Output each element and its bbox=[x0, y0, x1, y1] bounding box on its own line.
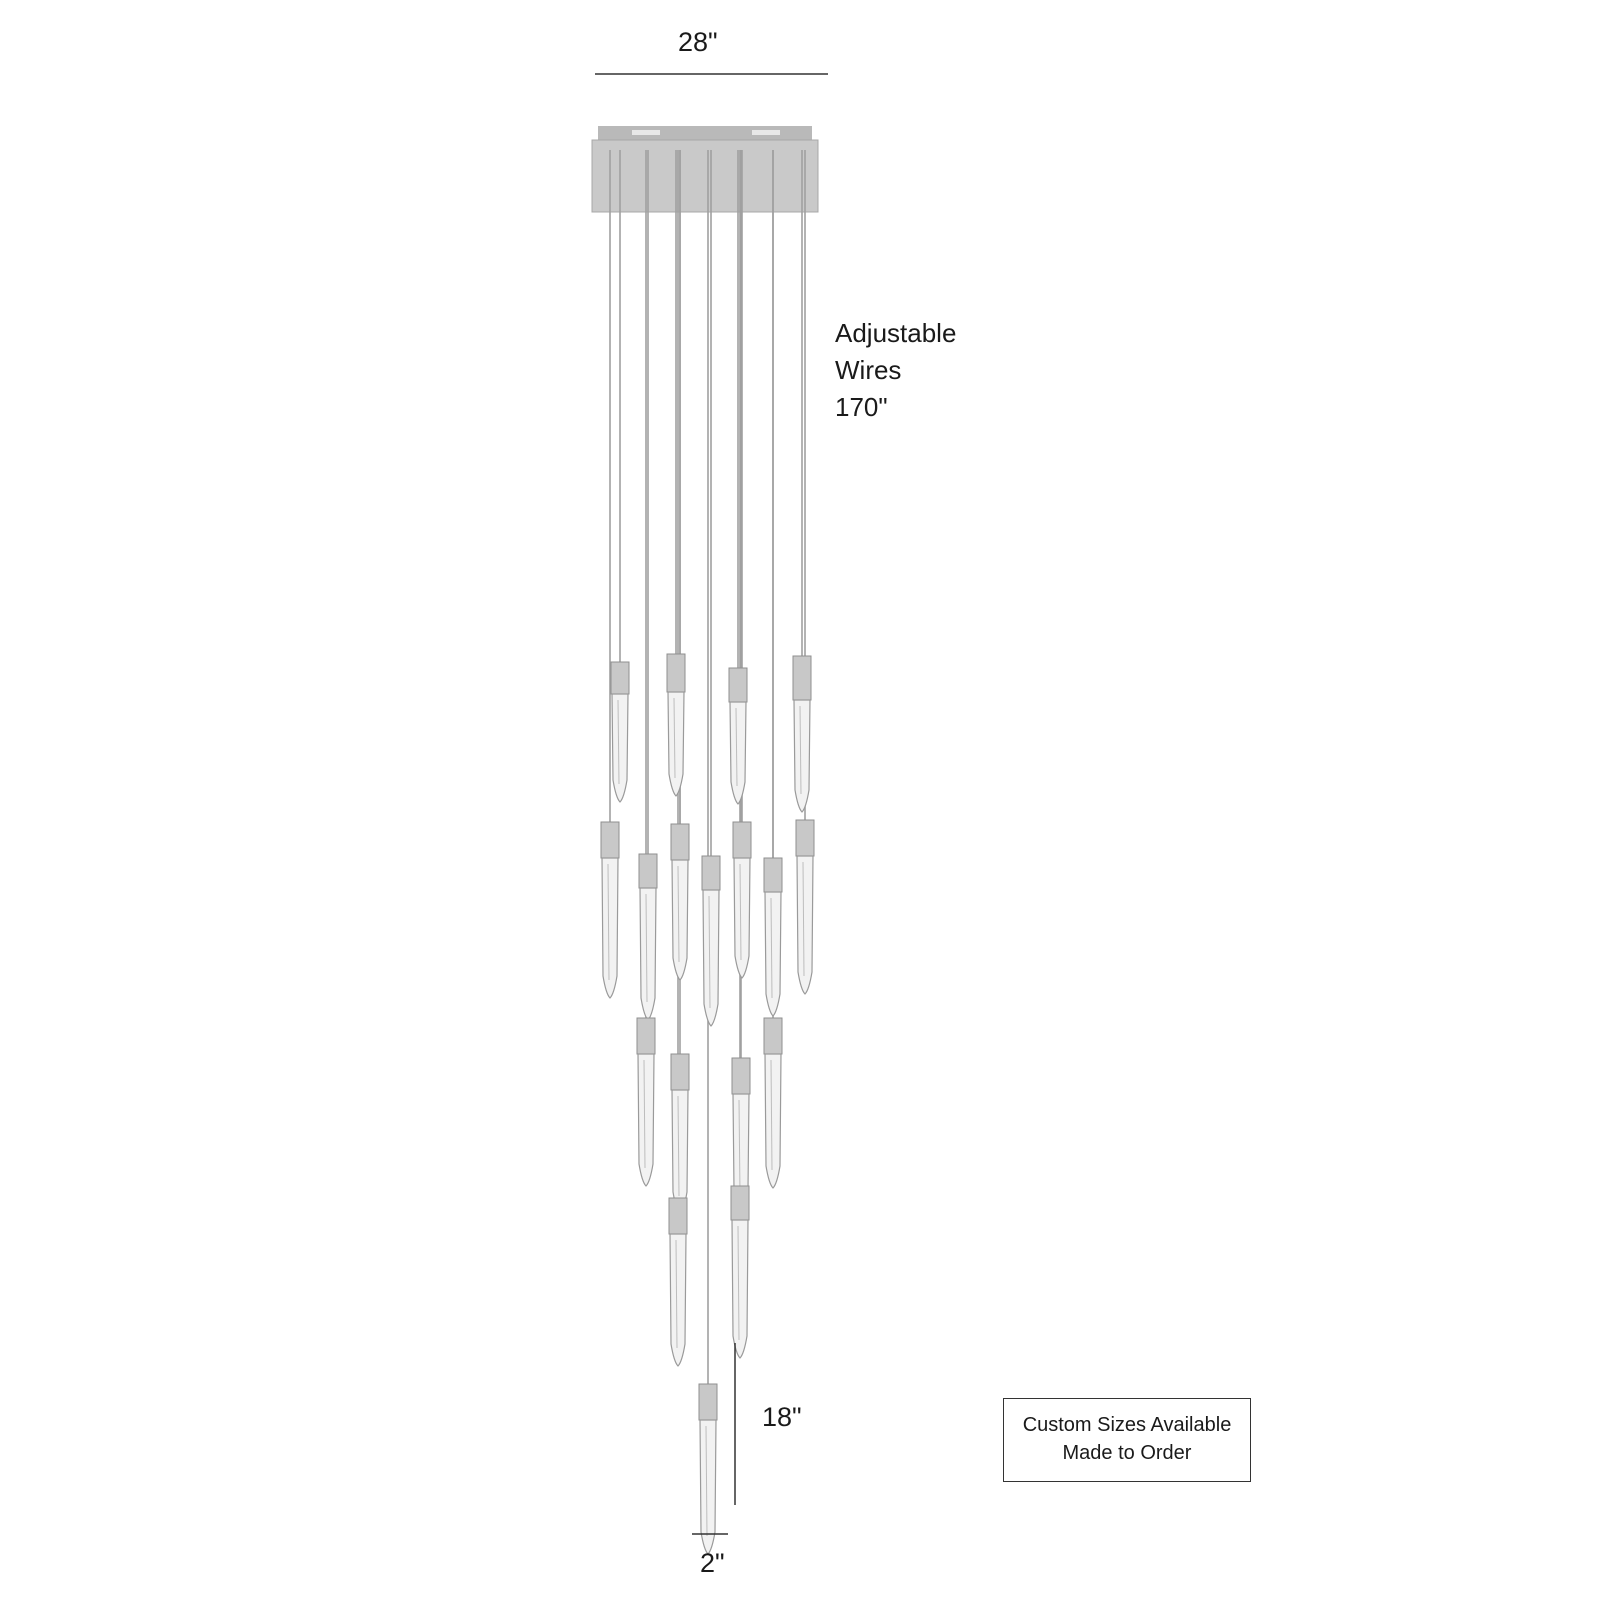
crystal bbox=[640, 888, 656, 1020]
pendant-fitting bbox=[699, 1384, 717, 1420]
pendant-7 bbox=[671, 824, 689, 980]
adjustable-wires-label bbox=[835, 315, 956, 426]
pendant-1 bbox=[611, 662, 629, 802]
crystal bbox=[672, 1090, 688, 1214]
pendant-fitting bbox=[671, 1054, 689, 1090]
pendant-15 bbox=[764, 1018, 782, 1188]
pendant-10 bbox=[764, 858, 782, 1016]
custom-note-line1: Custom Sizes Available bbox=[1022, 1414, 1232, 1436]
pendant-18 bbox=[699, 1384, 717, 1554]
crystal bbox=[730, 702, 746, 804]
crystal bbox=[703, 890, 719, 1026]
pendant-fitting bbox=[764, 1018, 782, 1054]
pendant-fitting bbox=[732, 1058, 750, 1094]
crystal bbox=[638, 1054, 654, 1186]
pendant-8 bbox=[702, 856, 720, 1026]
pendant-3 bbox=[729, 668, 747, 804]
pendant-fitting bbox=[764, 858, 782, 892]
pendant-fitting bbox=[601, 822, 619, 858]
pendant-16 bbox=[669, 1198, 687, 1366]
crystal bbox=[672, 860, 688, 980]
crystal bbox=[612, 694, 628, 802]
pendant-4 bbox=[793, 656, 811, 812]
crystal bbox=[765, 892, 781, 1016]
pendant-fitting bbox=[667, 654, 685, 692]
wires-label-line3: 170" bbox=[835, 392, 888, 422]
pendant-5 bbox=[601, 822, 619, 998]
crystal bbox=[602, 858, 618, 998]
crystal bbox=[732, 1220, 748, 1358]
pendant-fitting bbox=[637, 1018, 655, 1054]
wires-label-line2: Wires bbox=[835, 355, 902, 385]
wires-label-line1: Adjustable bbox=[835, 318, 957, 348]
pendant-17 bbox=[731, 1186, 749, 1358]
crystal bbox=[734, 858, 750, 978]
pendant-12 bbox=[637, 1018, 655, 1186]
pendant-fitting bbox=[669, 1198, 687, 1234]
pendant-width-label: 2" bbox=[700, 1548, 725, 1578]
custom-sizes-note bbox=[1003, 1398, 1251, 1482]
crystal bbox=[797, 856, 813, 994]
pendant-fitting bbox=[671, 824, 689, 860]
crystal bbox=[765, 1054, 781, 1188]
pendant-fitting bbox=[639, 854, 657, 888]
top-width-label: 28" bbox=[678, 27, 718, 57]
pendant-fitting bbox=[731, 1186, 749, 1220]
pendant-6 bbox=[639, 854, 657, 1020]
crystal bbox=[670, 1234, 686, 1366]
pendant-drop-label: 18" bbox=[762, 1402, 802, 1432]
suspension-wires bbox=[610, 150, 805, 1384]
pendant-fitting bbox=[729, 668, 747, 702]
pendant-11 bbox=[796, 820, 814, 994]
crystal bbox=[794, 700, 810, 812]
pendant-9 bbox=[733, 822, 751, 978]
pendant-fitting bbox=[733, 822, 751, 858]
canopy bbox=[592, 126, 818, 212]
crystal bbox=[668, 692, 684, 796]
pendant-fitting bbox=[796, 820, 814, 856]
custom-note-line2: Made to Order bbox=[1062, 1442, 1192, 1464]
pendant-13 bbox=[671, 1054, 689, 1214]
pendant-fitting bbox=[611, 662, 629, 694]
pendant-fitting bbox=[793, 656, 811, 700]
pendant-2 bbox=[667, 654, 685, 796]
pendant-fitting bbox=[702, 856, 720, 890]
